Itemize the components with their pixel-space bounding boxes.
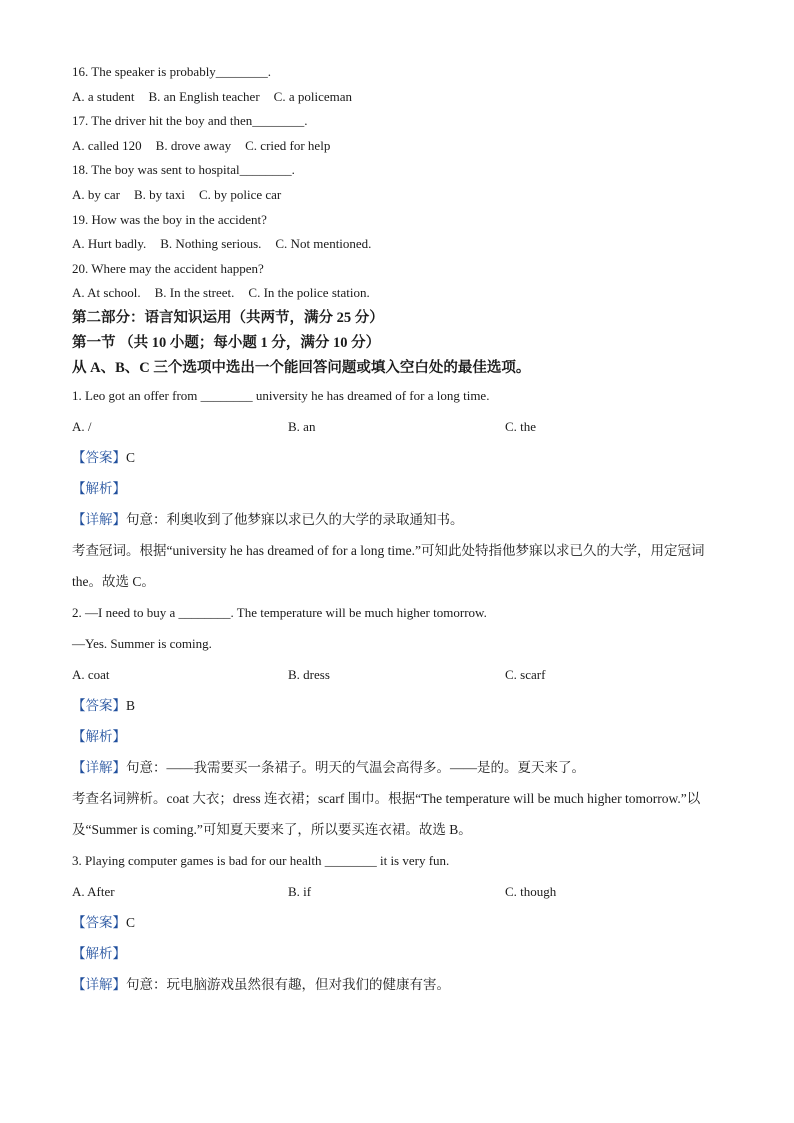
question-text: 2. —I need to buy a ________. The temperature will be much higher tomorrow.: [72, 605, 487, 621]
answer-tag: 【答案】: [72, 698, 126, 714]
detail-tag: 【详解】: [72, 512, 126, 528]
option-a: A. /: [72, 419, 92, 435]
listening-q16: [72, 60, 722, 109]
option-b: B. drove away: [155, 137, 232, 153]
option-c: C. scarf: [505, 667, 546, 683]
option-a: A. called 120: [72, 137, 142, 153]
listening-q18: [72, 158, 722, 207]
explanation-text: 考查冠词。根据“university he has dreamed of for a long time.”可知此处特指他梦寐以求已久的大学，用定冠词 the。故选 C。: [72, 543, 705, 590]
option-b: B. an English teacher: [148, 88, 260, 104]
option-b: B. an: [288, 419, 316, 435]
options-row: [72, 281, 722, 306]
options-row: [72, 411, 722, 442]
item-2: [72, 597, 722, 845]
option-b: B. dress: [288, 667, 330, 683]
instruction: 从 A、B、C 三个选项中选出一个能回答问题或填入空白处的最佳选项。: [72, 359, 531, 376]
option-b: B. Nothing serious.: [160, 236, 262, 252]
options-row: [72, 232, 722, 257]
options-row: [72, 134, 722, 159]
question-text: 1. Leo got an offer from ________ university he has dreamed of for a long time.: [72, 388, 490, 404]
answer-tag: 【答案】: [72, 450, 126, 466]
detail-line: [72, 504, 722, 535]
option-a: A. At school.: [72, 285, 141, 301]
option-b: B. by taxi: [134, 186, 185, 202]
answer-value: C: [126, 450, 136, 466]
subsection-title: 第一节 （共 10 小题；每小题 1 分，满分 10 分）: [72, 334, 381, 351]
options-row: [72, 876, 722, 907]
option-a: A. a student: [72, 88, 135, 104]
options-row: [72, 85, 722, 110]
option-a: A. by car: [72, 186, 121, 202]
option-c: C. Not mentioned.: [275, 236, 372, 252]
option-c: C. by police car: [198, 186, 282, 202]
answer-tag: 【答案】: [72, 915, 126, 931]
document-page: [72, 60, 722, 1000]
answer-value: C: [126, 915, 136, 931]
analysis-line: [72, 473, 722, 504]
listening-q17: [72, 109, 722, 158]
question-text: 18. The boy was sent to hospital________.: [72, 162, 295, 178]
detail-line: [72, 969, 722, 1000]
detail-text: 句意：——我需要买一条裙子。明天的气温会高得多。——是的。夏天来了。: [126, 760, 585, 776]
item-1: [72, 380, 722, 597]
answer-line: [72, 907, 722, 938]
answer-value: B: [126, 698, 136, 714]
option-a: A. coat: [72, 667, 110, 683]
question-text: 20. Where may the accident happen?: [72, 260, 264, 276]
detail-tag: 【详解】: [72, 977, 126, 993]
detail-text: 句意：利奥收到了他梦寐以求已久的大学的录取通知书。: [126, 512, 464, 528]
detail-line: [72, 752, 722, 783]
listening-q20: [72, 257, 722, 306]
analysis-line: [72, 938, 722, 969]
question-text-2: —Yes. Summer is coming.: [72, 636, 212, 652]
option-c: C. the: [505, 419, 537, 435]
explanation-text: 考查名词辨析。coat 大衣；dress 连衣裙；scarf 围巾。根据“The temperature will be much higher tomorrow.”以及“Summer is coming.”可知夏天要来了，所以要买连衣裙。故选 B。: [72, 791, 701, 838]
answer-line: [72, 442, 722, 473]
detail-tag: 【详解】: [72, 760, 126, 776]
item-3: [72, 845, 722, 1000]
analysis-tag: 【解析】: [72, 946, 126, 962]
options-row: [72, 659, 722, 690]
section-title: 第二部分：语言知识运用（共两节，满分 25 分）: [72, 309, 384, 326]
question-text: 17. The driver hit the boy and then________.: [72, 113, 308, 129]
question-text: 3. Playing computer games is bad for our health ________ it is very fun.: [72, 853, 450, 869]
analysis-line: [72, 721, 722, 752]
option-c: C. In the police station.: [248, 285, 370, 301]
option-b: B. if: [288, 884, 312, 900]
option-a: A. After: [72, 884, 115, 900]
option-c: C. though: [505, 884, 557, 900]
option-a: A. Hurt badly.: [72, 236, 147, 252]
detail-text: 句意：玩电脑游戏虽然很有趣，但对我们的健康有害。: [126, 977, 450, 993]
option-c: C. cried for help: [245, 137, 331, 153]
question-text: 19. How was the boy in the accident?: [72, 211, 267, 227]
option-c: C. a policeman: [273, 88, 352, 104]
answer-line: [72, 690, 722, 721]
analysis-tag: 【解析】: [72, 729, 126, 745]
option-b: B. In the street.: [154, 285, 235, 301]
analysis-tag: 【解析】: [72, 481, 126, 497]
question-text: 16. The speaker is probably________.: [72, 64, 272, 79]
options-row: [72, 183, 722, 208]
listening-q19: [72, 208, 722, 257]
